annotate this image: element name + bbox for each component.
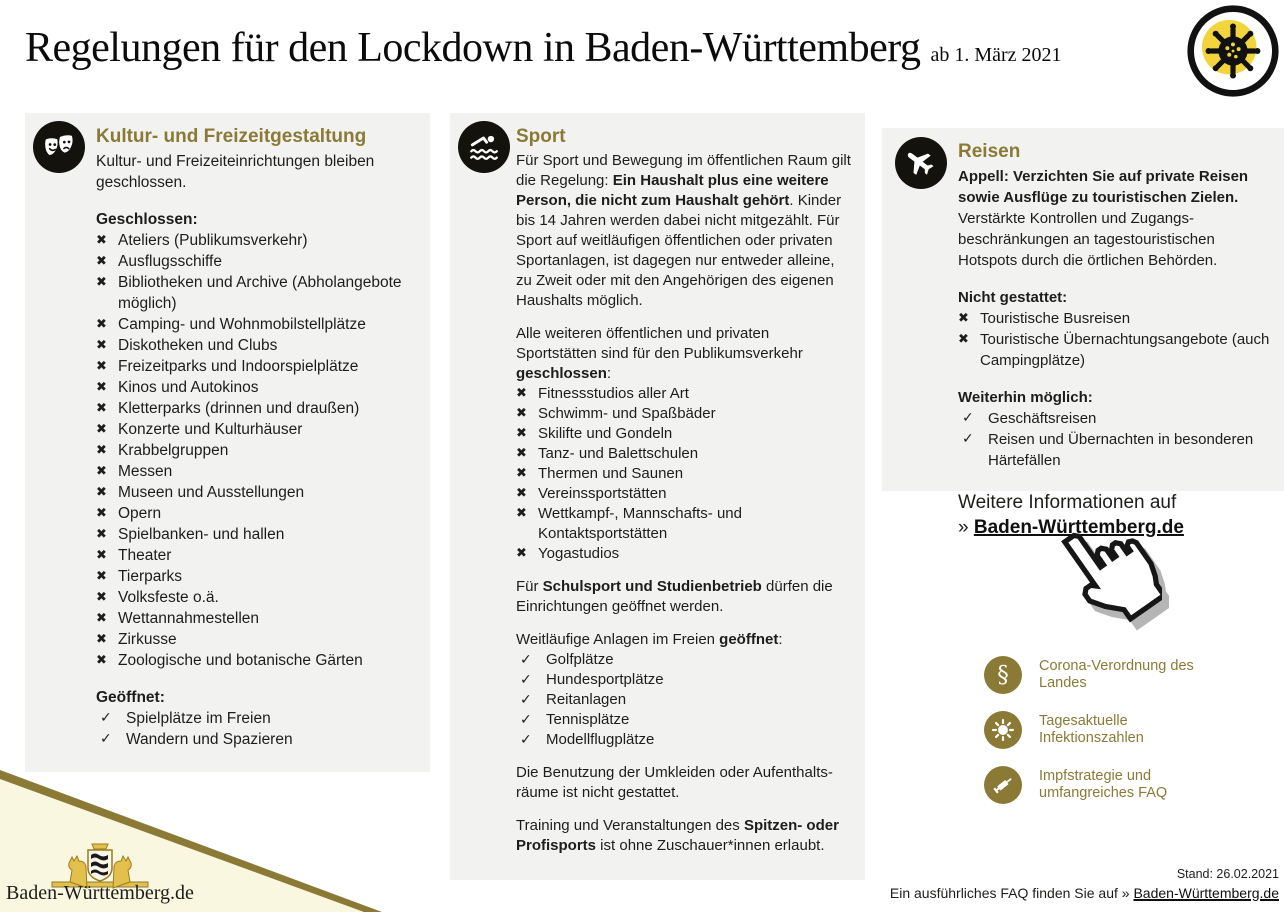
faq-line	[890, 885, 1279, 901]
cross-icon: ✖	[96, 653, 107, 668]
list-item	[96, 545, 420, 566]
paragraph	[958, 166, 1274, 271]
check-icon: ✓	[520, 732, 532, 748]
list-item	[96, 230, 420, 251]
cross-icon: ✖	[96, 527, 107, 542]
list-item	[96, 398, 420, 419]
text-segment: Für Sport und Bewegung im öffentlichen Raum gilt die Regelung:	[516, 152, 851, 189]
allowed-items-list	[958, 408, 1274, 471]
list-item-text: Wandern und Spazieren	[126, 731, 293, 748]
cross-icon: ✖	[96, 506, 107, 521]
card-content-sport	[516, 151, 851, 856]
list-item-text: Touristische Busreisen	[980, 310, 1131, 327]
info-link-label: Corona-Verordnung des Landes	[1039, 658, 1194, 691]
list-item-text: Ausflugsschiffe	[118, 253, 222, 270]
baden-wuerttemberg-link[interactable]: Baden-Württemberg.de	[973, 517, 1184, 538]
list-item-text: Freizeitparks und Indoorspielplätze	[118, 358, 359, 375]
cross-icon: ✖	[96, 464, 107, 479]
cross-icon: ✖	[96, 233, 107, 248]
closed-items-list	[96, 230, 420, 671]
list-item	[516, 484, 851, 504]
list-item	[958, 408, 1274, 429]
list-item	[96, 524, 420, 545]
cross-icon: ✖	[96, 317, 107, 332]
check-icon: ✓	[520, 672, 532, 688]
syringe-icon-circle	[984, 766, 1022, 804]
list-item-text: Reisen und Übernachten in besonderen Härtefällen	[988, 431, 1254, 469]
page-title-date: ab 1. März 2021	[930, 44, 1062, 66]
text-segment: Kultur- und Freizeiteinrichtungen bleiben geschlossen.	[96, 153, 375, 191]
list-item	[516, 670, 851, 690]
list-item	[96, 650, 420, 671]
list-item	[96, 729, 420, 750]
text-segment: dürfen die Einrichtungen geöffnet werden.	[516, 578, 833, 615]
list-item-text: Touristische Übernachtungsangebote (auch Campingplätze)	[980, 331, 1270, 369]
text-segment: . Kinder bis 14 Jahren werden dabei nicht mitgezählt. Für Sport auf weitläufigen öffentlichen oder privaten Sportanlagen, ist dagegen nur entweder alleine, zu Zweit oder mit den Angehörigen des eigenen Haushalts möglich.	[516, 192, 842, 309]
cross-icon: ✖	[516, 506, 527, 521]
cross-icon: ✖	[96, 338, 107, 353]
cross-icon: ✖	[96, 548, 107, 563]
hand-cursor-icon	[1058, 518, 1162, 630]
cross-icon: ✖	[516, 406, 527, 421]
list-item	[958, 329, 1274, 371]
cross-icon: ✖	[96, 254, 107, 269]
info-links-list	[984, 656, 1284, 821]
list-item-text: Geschäftsreisen	[988, 410, 1097, 427]
text-segment: geschlossen	[516, 365, 607, 382]
list-item-text: Museen und Ausstellungen	[118, 484, 305, 501]
cross-icon: ✖	[96, 611, 107, 626]
list-item	[96, 608, 420, 629]
list-item-text: Zirkusse	[118, 631, 177, 648]
list-item-text: Krabbelgruppen	[118, 442, 229, 459]
text-segment: Schulsport und Studienbetrieb	[542, 578, 762, 595]
list-item	[96, 272, 420, 314]
info-link-row	[984, 711, 1284, 749]
text-segment: Alle weiteren öffentlichen und privaten Sportstätten sind für den Publikumsverkehr	[516, 325, 803, 362]
list-item-text: Thermen und Saunen	[538, 465, 684, 482]
list-item	[516, 710, 851, 730]
card-reisen	[882, 128, 1284, 491]
list-item	[96, 629, 420, 650]
list-item-text: Hundesportplätze	[546, 671, 664, 688]
closed-items-list	[958, 308, 1274, 371]
list-heading: Weiterhin möglich:	[958, 389, 1093, 406]
paragraph	[516, 324, 851, 384]
virus-icon	[990, 717, 1016, 743]
list-item	[96, 377, 420, 398]
list-item-text: Reitanlagen	[546, 691, 627, 708]
coat-of-arms-icon	[40, 838, 160, 884]
list-item-text: Vereinssportstätten	[538, 485, 667, 502]
text-segment: Verstärkte Kontrollen und Zugangsbeschränkungen an tagestouristischen Hotspots durch die örtlichen Behörden.	[958, 210, 1218, 269]
list-item	[516, 504, 851, 544]
text-segment: Für	[516, 578, 543, 595]
cross-icon: ✖	[516, 386, 527, 401]
info-link-row	[984, 766, 1284, 804]
text-segment: Weitläufige Anlagen im Freien	[516, 631, 720, 648]
list-item-text: Tennisplätze	[546, 711, 630, 728]
faq-link[interactable]: Baden-Württemberg.de	[1133, 885, 1279, 901]
card-kultur	[25, 113, 430, 772]
list-item	[96, 566, 420, 587]
list-item-text: Tanz- und Balettschulen	[538, 445, 699, 462]
swimmer-icon	[458, 121, 510, 173]
list-item	[96, 482, 420, 503]
faq-prefix: Ein ausführliches FAQ finden Sie auf »	[889, 885, 1130, 901]
allowed-items-list	[516, 650, 851, 750]
list-item	[96, 587, 420, 608]
list-item-text: Golfplätze	[546, 651, 614, 668]
cross-icon: ✖	[96, 443, 107, 458]
paragraph-sign-icon: §	[997, 661, 1009, 688]
list-item-text: Skilifte und Gondeln	[538, 425, 673, 442]
list-item	[96, 356, 420, 377]
list-item-text: Volksfeste o.ä.	[118, 589, 219, 606]
stand-date: Stand: 26.02.2021	[1176, 867, 1279, 881]
coronavirus-logo-icon	[1186, 4, 1280, 98]
text-segment: Spitzen- oder Profisports	[516, 817, 839, 854]
chevron-prefix: »	[958, 517, 969, 538]
card-content-reisen	[958, 166, 1274, 471]
list-item	[958, 308, 1274, 329]
cross-icon: ✖	[516, 486, 527, 501]
text-segment: Ein Haushalt plus eine weitere Person, die nicht zum Haushalt gehört	[516, 172, 829, 209]
more-info-text: Weitere Informationen auf	[958, 492, 1177, 513]
check-icon: ✓	[520, 652, 532, 668]
list-item-text: Wettkampf-, Mannschafts- und Kontaktsportstätten	[538, 505, 742, 542]
text-segment: ist ohne Zuschauer*innen erlaubt.	[596, 837, 825, 854]
list-item-text: Konzerte und Kulturhäuser	[118, 421, 303, 438]
cross-icon: ✖	[96, 380, 107, 395]
list-item	[958, 429, 1274, 471]
list-item	[516, 730, 851, 750]
cross-icon: ✖	[516, 466, 527, 481]
syringe-icon	[990, 772, 1016, 798]
check-icon: ✓	[962, 431, 974, 447]
theater-masks-icon	[33, 121, 85, 173]
text-segment: Die Benutzung der Umkleiden oder Aufenthaltsräume ist nicht gestattet.	[516, 764, 833, 801]
list-item	[516, 424, 851, 444]
section-title-sport: Sport	[516, 126, 566, 147]
list-item-text: Ateliers (Publikumsverkehr)	[118, 232, 308, 249]
cross-icon: ✖	[516, 446, 527, 461]
list-item-text: Tierparks	[118, 568, 183, 585]
cross-icon: ✖	[96, 422, 107, 437]
list-item	[96, 708, 420, 729]
list-item	[96, 461, 420, 482]
list-item	[516, 464, 851, 484]
list-item-text: Schwimm- und Spaßbäder	[538, 405, 716, 422]
list-item-text: Messen	[118, 463, 173, 480]
paragraph	[516, 816, 851, 856]
cross-icon: ✖	[96, 359, 107, 374]
list-heading: Nicht gestattet:	[958, 289, 1068, 306]
card-sport	[450, 113, 865, 880]
section-title-kultur: Kultur- und Freizeitgestaltung	[96, 126, 367, 147]
info-link-row	[984, 656, 1284, 694]
list-item	[516, 650, 851, 670]
paragraph	[516, 151, 851, 311]
paragraph	[516, 630, 851, 650]
list-item	[96, 251, 420, 272]
cross-icon: ✖	[96, 632, 107, 647]
info-link-label: Tagesaktuelle Infektionszahlen	[1039, 713, 1144, 746]
text-segment: :	[606, 365, 612, 382]
list-item-text: Diskotheken und Clubs	[118, 337, 278, 354]
virus-icon-circle	[984, 711, 1022, 749]
list-item-text: Spielbanken- und hallen	[118, 526, 285, 543]
list-item	[516, 690, 851, 710]
list-heading: Geöffnet:	[96, 689, 165, 706]
list-item-text: Spielplätze im Freien	[126, 710, 271, 727]
cross-icon: ✖	[958, 311, 969, 326]
list-item-text: Kletterparks (drinnen und draußen)	[118, 400, 360, 417]
list-item-text: Camping- und Wohnmobilstellplätze	[118, 316, 366, 333]
list-item	[96, 314, 420, 335]
list-item	[96, 440, 420, 461]
list-item-text: Fitnessstudios aller Art	[538, 385, 689, 402]
text-segment: Appell: Verzichten Sie auf private Reisen sowie Ausflüge zu touristischen Zielen.	[958, 168, 1249, 206]
list-item	[516, 384, 851, 404]
baden-wuerttemberg-logo-text: Baden-Württemberg.de	[6, 882, 194, 904]
closed-items-list	[516, 384, 851, 564]
cross-icon: ✖	[96, 401, 107, 416]
check-icon: ✓	[520, 692, 532, 708]
list-item	[96, 419, 420, 440]
list-heading: Geschlossen:	[96, 211, 198, 228]
list-item-text: Theater	[118, 547, 172, 564]
paragraph	[516, 577, 851, 617]
list-item	[516, 544, 851, 564]
list-item	[516, 444, 851, 464]
allowed-items-list	[96, 708, 420, 750]
cross-icon: ✖	[96, 590, 107, 605]
section-title-reisen: Reisen	[958, 141, 1021, 162]
check-icon: ✓	[100, 710, 112, 726]
cross-icon: ✖	[96, 569, 107, 584]
list-item-text: Wettannahmestellen	[118, 610, 260, 627]
cross-icon: ✖	[96, 485, 107, 500]
list-item-text: Opern	[118, 505, 162, 522]
list-item	[96, 335, 420, 356]
cross-icon: ✖	[516, 426, 527, 441]
list-item-text: Modellflugplätze	[546, 731, 655, 748]
list-item	[96, 503, 420, 524]
text-segment: geöffnet	[719, 631, 779, 648]
text-segment: :	[778, 631, 783, 648]
text-segment: Training und Veranstaltungen des	[516, 817, 744, 834]
page-title-text: Regelungen für den Lockdown in Baden-Württemberg	[25, 25, 921, 71]
cross-icon: ✖	[96, 275, 107, 290]
cross-icon: ✖	[958, 332, 969, 347]
check-icon: ✓	[962, 410, 974, 426]
check-icon: ✓	[520, 712, 532, 728]
info-link-label: Impfstrategie und umfangreiches FAQ	[1039, 768, 1168, 801]
list-item-text: Zoologische und botanische Gärten	[118, 652, 363, 669]
airplane-icon	[895, 137, 947, 189]
card-content-kultur	[96, 151, 420, 750]
paragraph	[516, 763, 851, 803]
paragraph	[96, 151, 420, 193]
list-item	[516, 404, 851, 424]
paragraph-icon-circle	[984, 656, 1022, 694]
list-item-text: Bibliotheken und Archive (Abholangebote möglich)	[118, 274, 402, 312]
list-item-text: Yogastudios	[538, 545, 620, 562]
page-title	[25, 24, 1062, 72]
check-icon: ✓	[100, 731, 112, 747]
list-item-text: Kinos und Autokinos	[118, 379, 259, 396]
cross-icon: ✖	[516, 546, 527, 561]
